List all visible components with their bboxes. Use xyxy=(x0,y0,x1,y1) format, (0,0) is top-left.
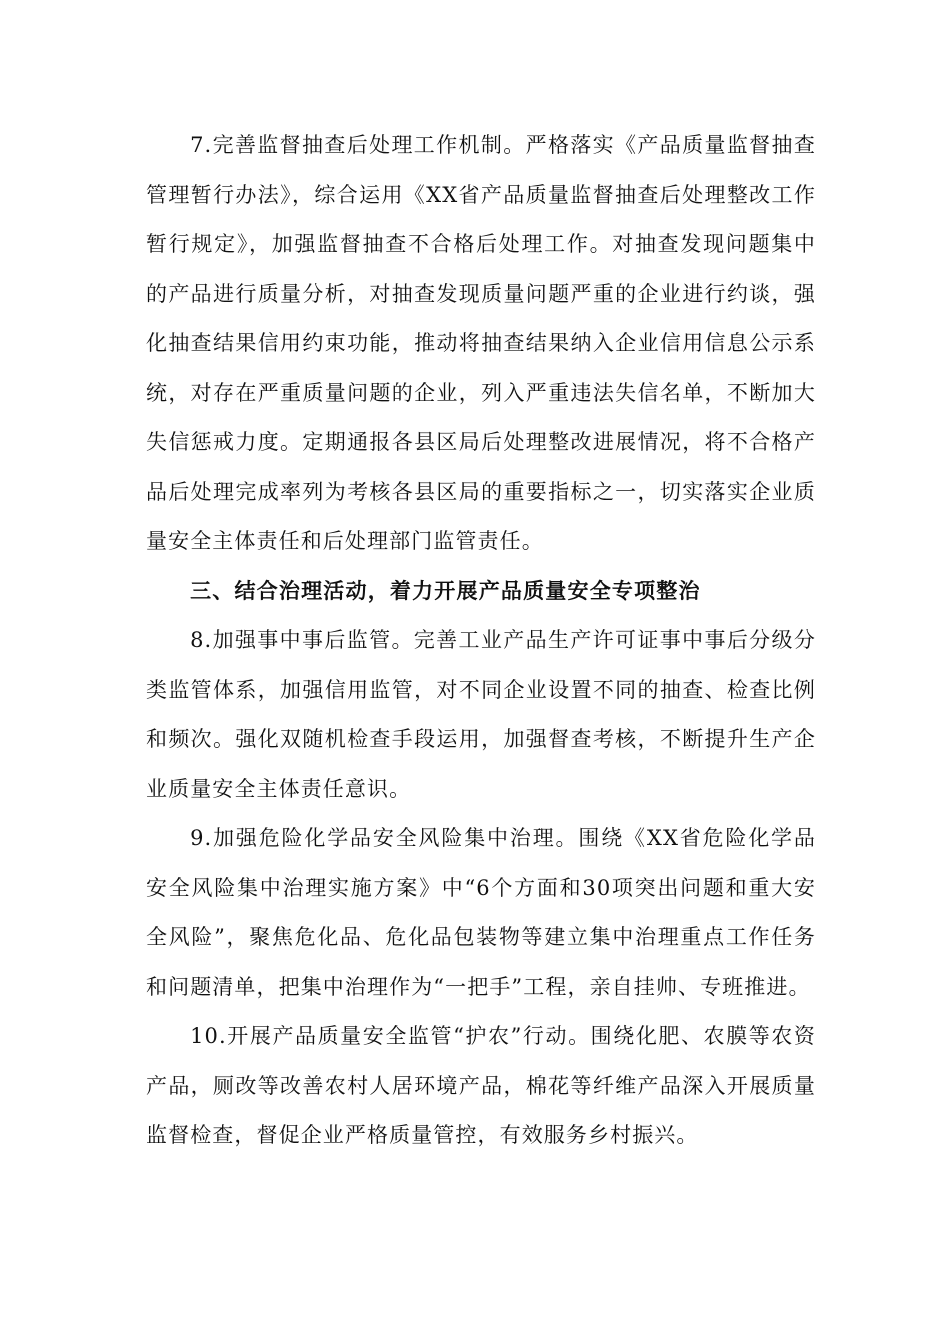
section-3-heading: 三、结合治理活动，着力开展产品质量安全专项整治 xyxy=(190,578,701,603)
paragraph-9: 9.加强危险化学品安全风险集中治理。围绕《XX省危险化学品安全风险集中治理实施方案》中“6个方面和30项突出问题和重大安全风险”，聚焦危化品、危化品包装物等建立集中治理重点工作任务和问题清单，把集中治理作为“一把手”工程，亲自挂帅、专班推进。 xyxy=(146,826,816,999)
document-body xyxy=(146,121,816,1161)
paragraph-7: 7.完善监督抽查后处理工作机制。严格落实《产品质量监督抽查管理暂行办法》，综合运用《XX省产品质量监督抽查后处理整改工作暂行规定》，加强监督抽查不合格后处理工作。对抽查发现问题集中的产品进行质量分析，对抽查发现质量问题严重的企业进行约谈，强化抽查结果信用约束功能，推动将抽查结果纳入企业信用信息公示系统，对存在严重质量问题的企业，列入严重违法失信名单，不断加大失信惩戒力度。定期通报各县区局后处理整改进展情况，将不合格产品后处理完成率列为考核各县区局的重要指标之一，切实落实企业质量安全主体责任和后处理部门监管责任。 xyxy=(146,133,816,553)
paragraph-8: 8.加强事中事后监管。完善工业产品生产许可证事中事后分级分类监管体系，加强信用监管，对不同企业设置不同的抽查、检查比例和频次。强化双随机检查手段运用，加强督查考核，不断提升生产企业质量安全主体责任意识。 xyxy=(146,628,816,801)
paragraph-10: 10.开展产品质量安全监管“护农”行动。围绕化肥、农膜等农资产品，厕改等改善农村人居环境产品，棉花等纤维产品深入开展质量监督检查，督促企业严格质量管控，有效服务乡村振兴。 xyxy=(146,1024,816,1147)
